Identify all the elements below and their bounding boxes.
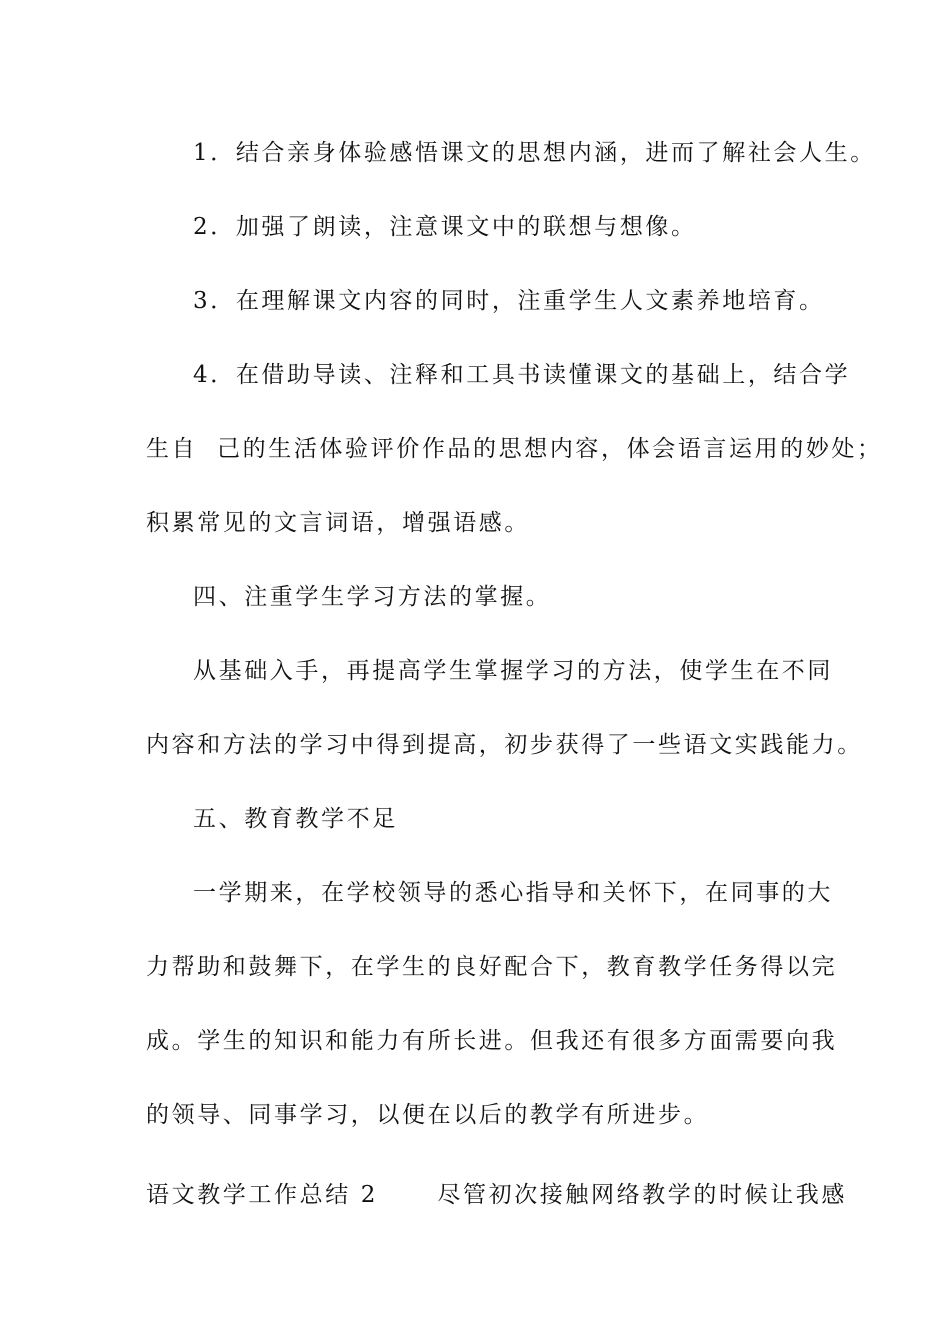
paragraph-line: 从基础入手，再提高学生掌握学习的方法，使学生在不同: [193, 658, 833, 684]
next-section-title: 语文教学工作总结 2 尽管初次接触网络教学的时候让我感: [146, 1182, 848, 1208]
section-heading-4: 四、注重学生学习方法的掌握。: [193, 584, 552, 610]
numbered-item-4: 4．在借助导读、注释和工具书读懂课文的基础上，结合学: [193, 362, 851, 388]
numbered-item-1: 1．结合亲身体验感悟课文的思想内涵，进而了解社会人生。: [193, 140, 876, 166]
paragraph-line: 内容和方法的学习中得到提高，初步获得了一些语文实践能力。: [146, 732, 863, 758]
section-heading-5: 五、教育教学不足: [193, 806, 398, 832]
numbered-item-3: 3．在理解课文内容的同时，注重学生人文素养地培育。: [193, 288, 825, 314]
paragraph-line: 积累常见的文言词语，增强语感。: [146, 510, 530, 536]
numbered-item-2: 2．加强了朗读，注意课文中的联想与想像。: [193, 214, 697, 240]
paragraph-line: 生自 己的生活体验评价作品的思想内容，体会语言运用的妙处；: [146, 436, 883, 462]
paragraph-line: 的领导、同事学习，以便在以后的教学有所进步。: [146, 1102, 710, 1128]
paragraph-line: 成。学生的知识和能力有所长进。但我还有很多方面需要向我: [146, 1028, 838, 1054]
paragraph-line: 一学期来，在学校领导的悉心指导和关怀下，在同事的大: [193, 880, 833, 906]
paragraph-line: 力帮助和鼓舞下，在学生的良好配合下，教育教学任务得以完: [146, 954, 838, 980]
